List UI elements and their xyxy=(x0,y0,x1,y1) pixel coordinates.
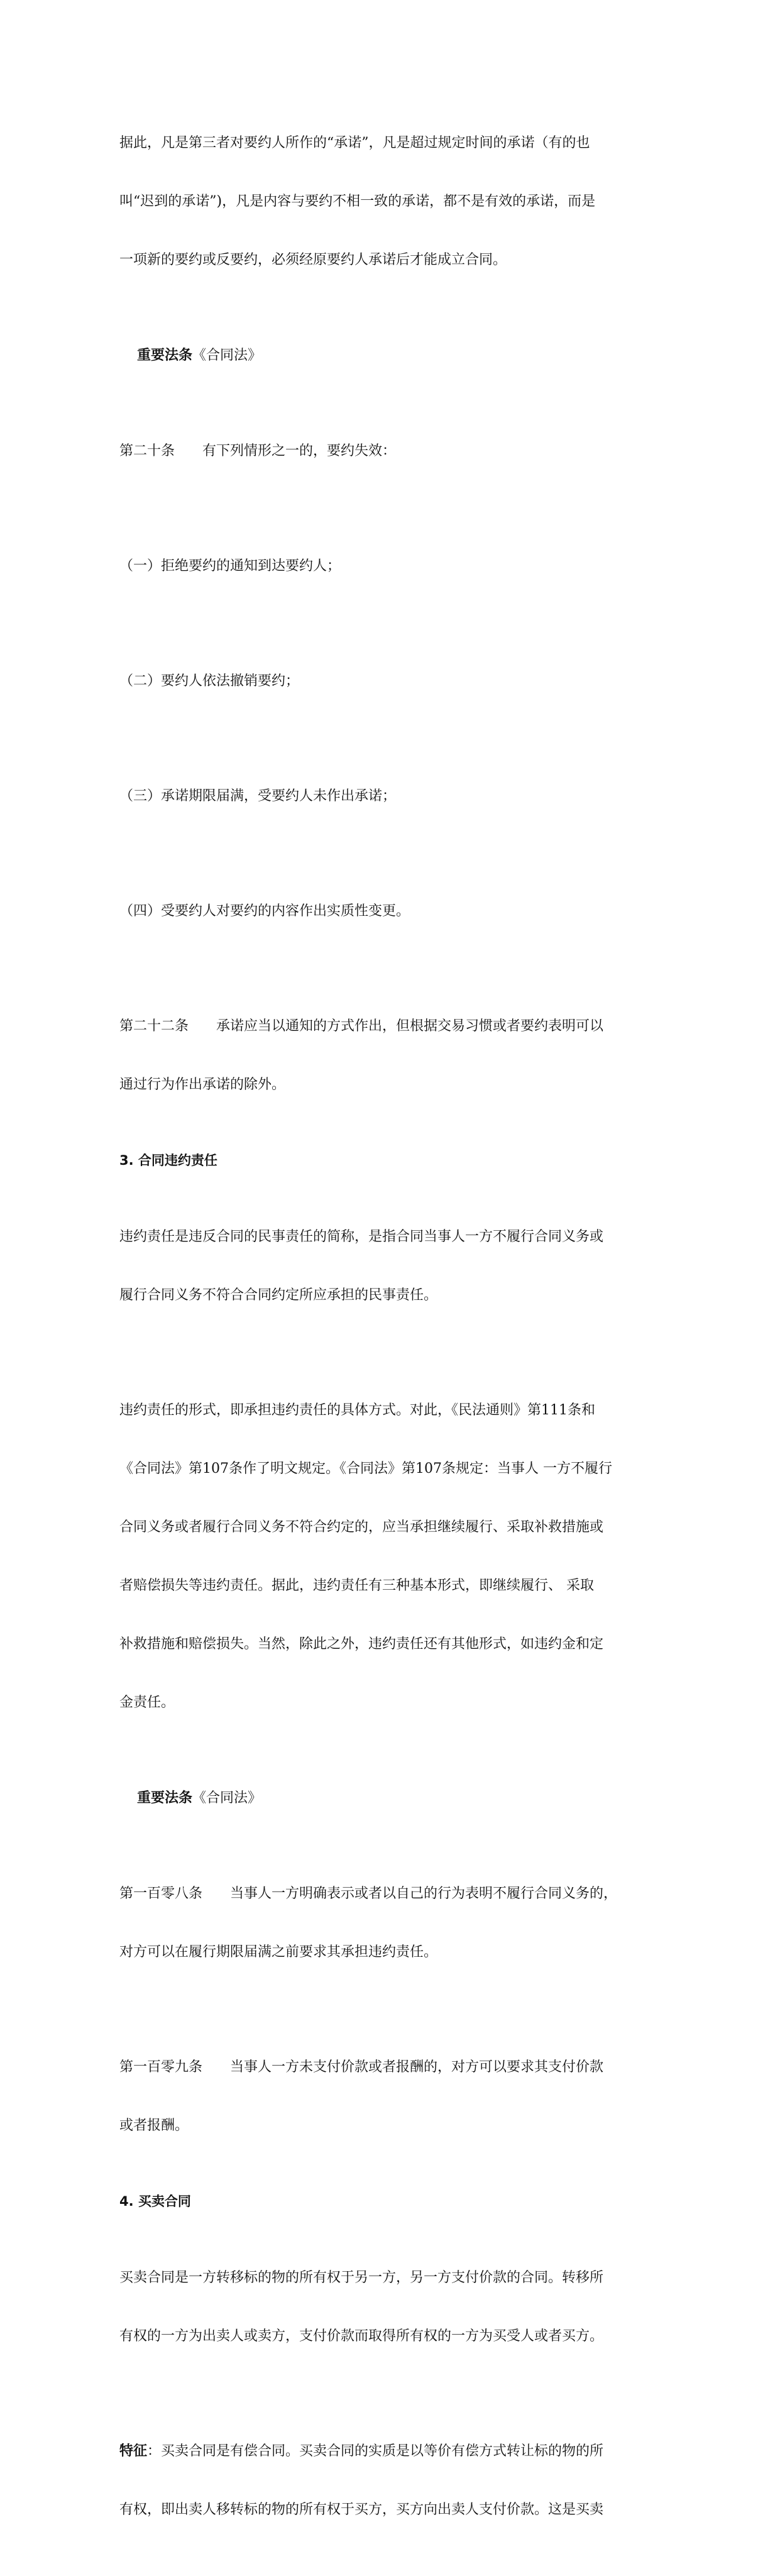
paragraph-breach-forms xyxy=(119,1362,666,1751)
text-line: 者赔偿损失等违约责任。据此，违约责任有三种基本形式，即继续履行、 采取 xyxy=(119,1578,594,1593)
paragraph-sales-features xyxy=(119,2403,666,2558)
text-line: 或者报酬。 xyxy=(119,2118,189,2133)
text-line: 通过行为作出承诺的除外。 xyxy=(119,1077,286,1093)
article-22 xyxy=(119,977,666,1133)
article-108 xyxy=(119,1845,666,2001)
text-line: 违约责任的形式，即承担违约责任的具体方式。对此，《民法通则》第111条和 xyxy=(119,1402,595,1418)
article-20 xyxy=(119,402,666,500)
features-text: ：买卖合同是有偿合同。买卖合同的实质是以等价有偿方式转让标的物的所 xyxy=(147,2443,604,2459)
text-line: 第一百零九条 当事人一方未支付价款或者报酬的，对方可以要求其支付价款 xyxy=(119,2059,604,2075)
law-reference-heading xyxy=(119,326,666,385)
document-page xyxy=(119,94,666,2576)
article-20-item-2 xyxy=(119,632,666,730)
text-line: 《合同法》第107条作了明文规定。《合同法》第107条规定：当事人 一方不履行 xyxy=(119,1461,612,1477)
paragraph-breach-definition xyxy=(119,1188,666,1344)
article-20-item-4 xyxy=(119,862,666,960)
text-line: 对方可以在履行期限届满之前要求其承担违约责任。 xyxy=(119,1944,438,1960)
article-20-item-1 xyxy=(119,517,666,615)
text-line: 第一百零八条 当事人一方明确表示或者以自己的行为表明不履行合同义务的， xyxy=(119,1886,618,1902)
text-line: 叫“迟到的承诺”)，凡是内容与要约不相一致的承诺，都不是有效的承诺，而是 xyxy=(119,194,596,209)
paragraph-invalid-acceptance xyxy=(119,94,666,309)
text-line: 第二十条 有下列情形之一的，要约失效： xyxy=(119,443,397,459)
text-line: 据此，凡是第三者对要约人所作的“承诺”，凡是超过规定时间的承诺（有的也 xyxy=(119,135,590,151)
text-line: 合同义务或者履行合同义务不符合约定的，应当承担继续履行、采取补救措施或 xyxy=(119,1519,604,1535)
text-line xyxy=(119,2441,666,2461)
law-reference-label: 重要法条 xyxy=(136,1790,192,1806)
section-heading-breach-liability: 3. 合同违约责任 xyxy=(119,1153,217,1168)
text-line: 买卖合同是一方转移标的物的所有权于另一方，另一方支付价款的合同。转移所 xyxy=(119,2270,604,2286)
text-line: 有权的一方为出卖人或卖方，支付价款而取得所有权的一方为买受人或者买方。 xyxy=(119,2328,604,2344)
article-20-item-3 xyxy=(119,747,666,845)
text-line: 履行合同义务不符合合同约定所应承担的民事责任。 xyxy=(119,1287,438,1303)
features-label: 特征 xyxy=(119,2443,148,2459)
law-reference-label: 重要法条 xyxy=(136,348,192,363)
section-heading-sales-contract: 4. 买卖合同 xyxy=(119,2194,191,2209)
text-line: （一）拒绝要约的通知到达要约人； xyxy=(119,558,341,574)
text-line: （四）受要约人对要约的内容作出实质性变更。 xyxy=(119,903,410,919)
paragraph-sales-definition xyxy=(119,2229,666,2385)
text-line: 补救措施和赔偿损失。当然，除此之外，违约责任还有其他形式，如违约金和定 xyxy=(119,1636,604,1652)
law-reference-heading xyxy=(119,1769,666,1827)
text-line: 第二十二条 承诺应当以通知的方式作出，但根据交易习惯或者要约表明可以 xyxy=(119,1018,604,1034)
article-109 xyxy=(119,2018,666,2174)
text-line: 金责任。 xyxy=(119,1695,175,1710)
text-line: （三）承诺期限届满，受要约人未作出承诺； xyxy=(119,788,397,804)
law-reference-title: 《合同法》 xyxy=(192,1790,262,1806)
text-line: 违约责任是违反合同的民事责任的简称，是指合同当事人一方不履行合同义务或 xyxy=(119,1229,604,1245)
text-line: （二）要约人依法撤销要约； xyxy=(119,673,300,689)
text-line: 一项新的要约或反要约，必须经原要约人承诺后才能成立合同。 xyxy=(119,252,507,268)
text-line: 有权，即出卖人移转标的物的所有权于买方，买方向出卖人支付价款。这是买卖 xyxy=(119,2502,604,2518)
law-reference-title: 《合同法》 xyxy=(192,348,262,363)
